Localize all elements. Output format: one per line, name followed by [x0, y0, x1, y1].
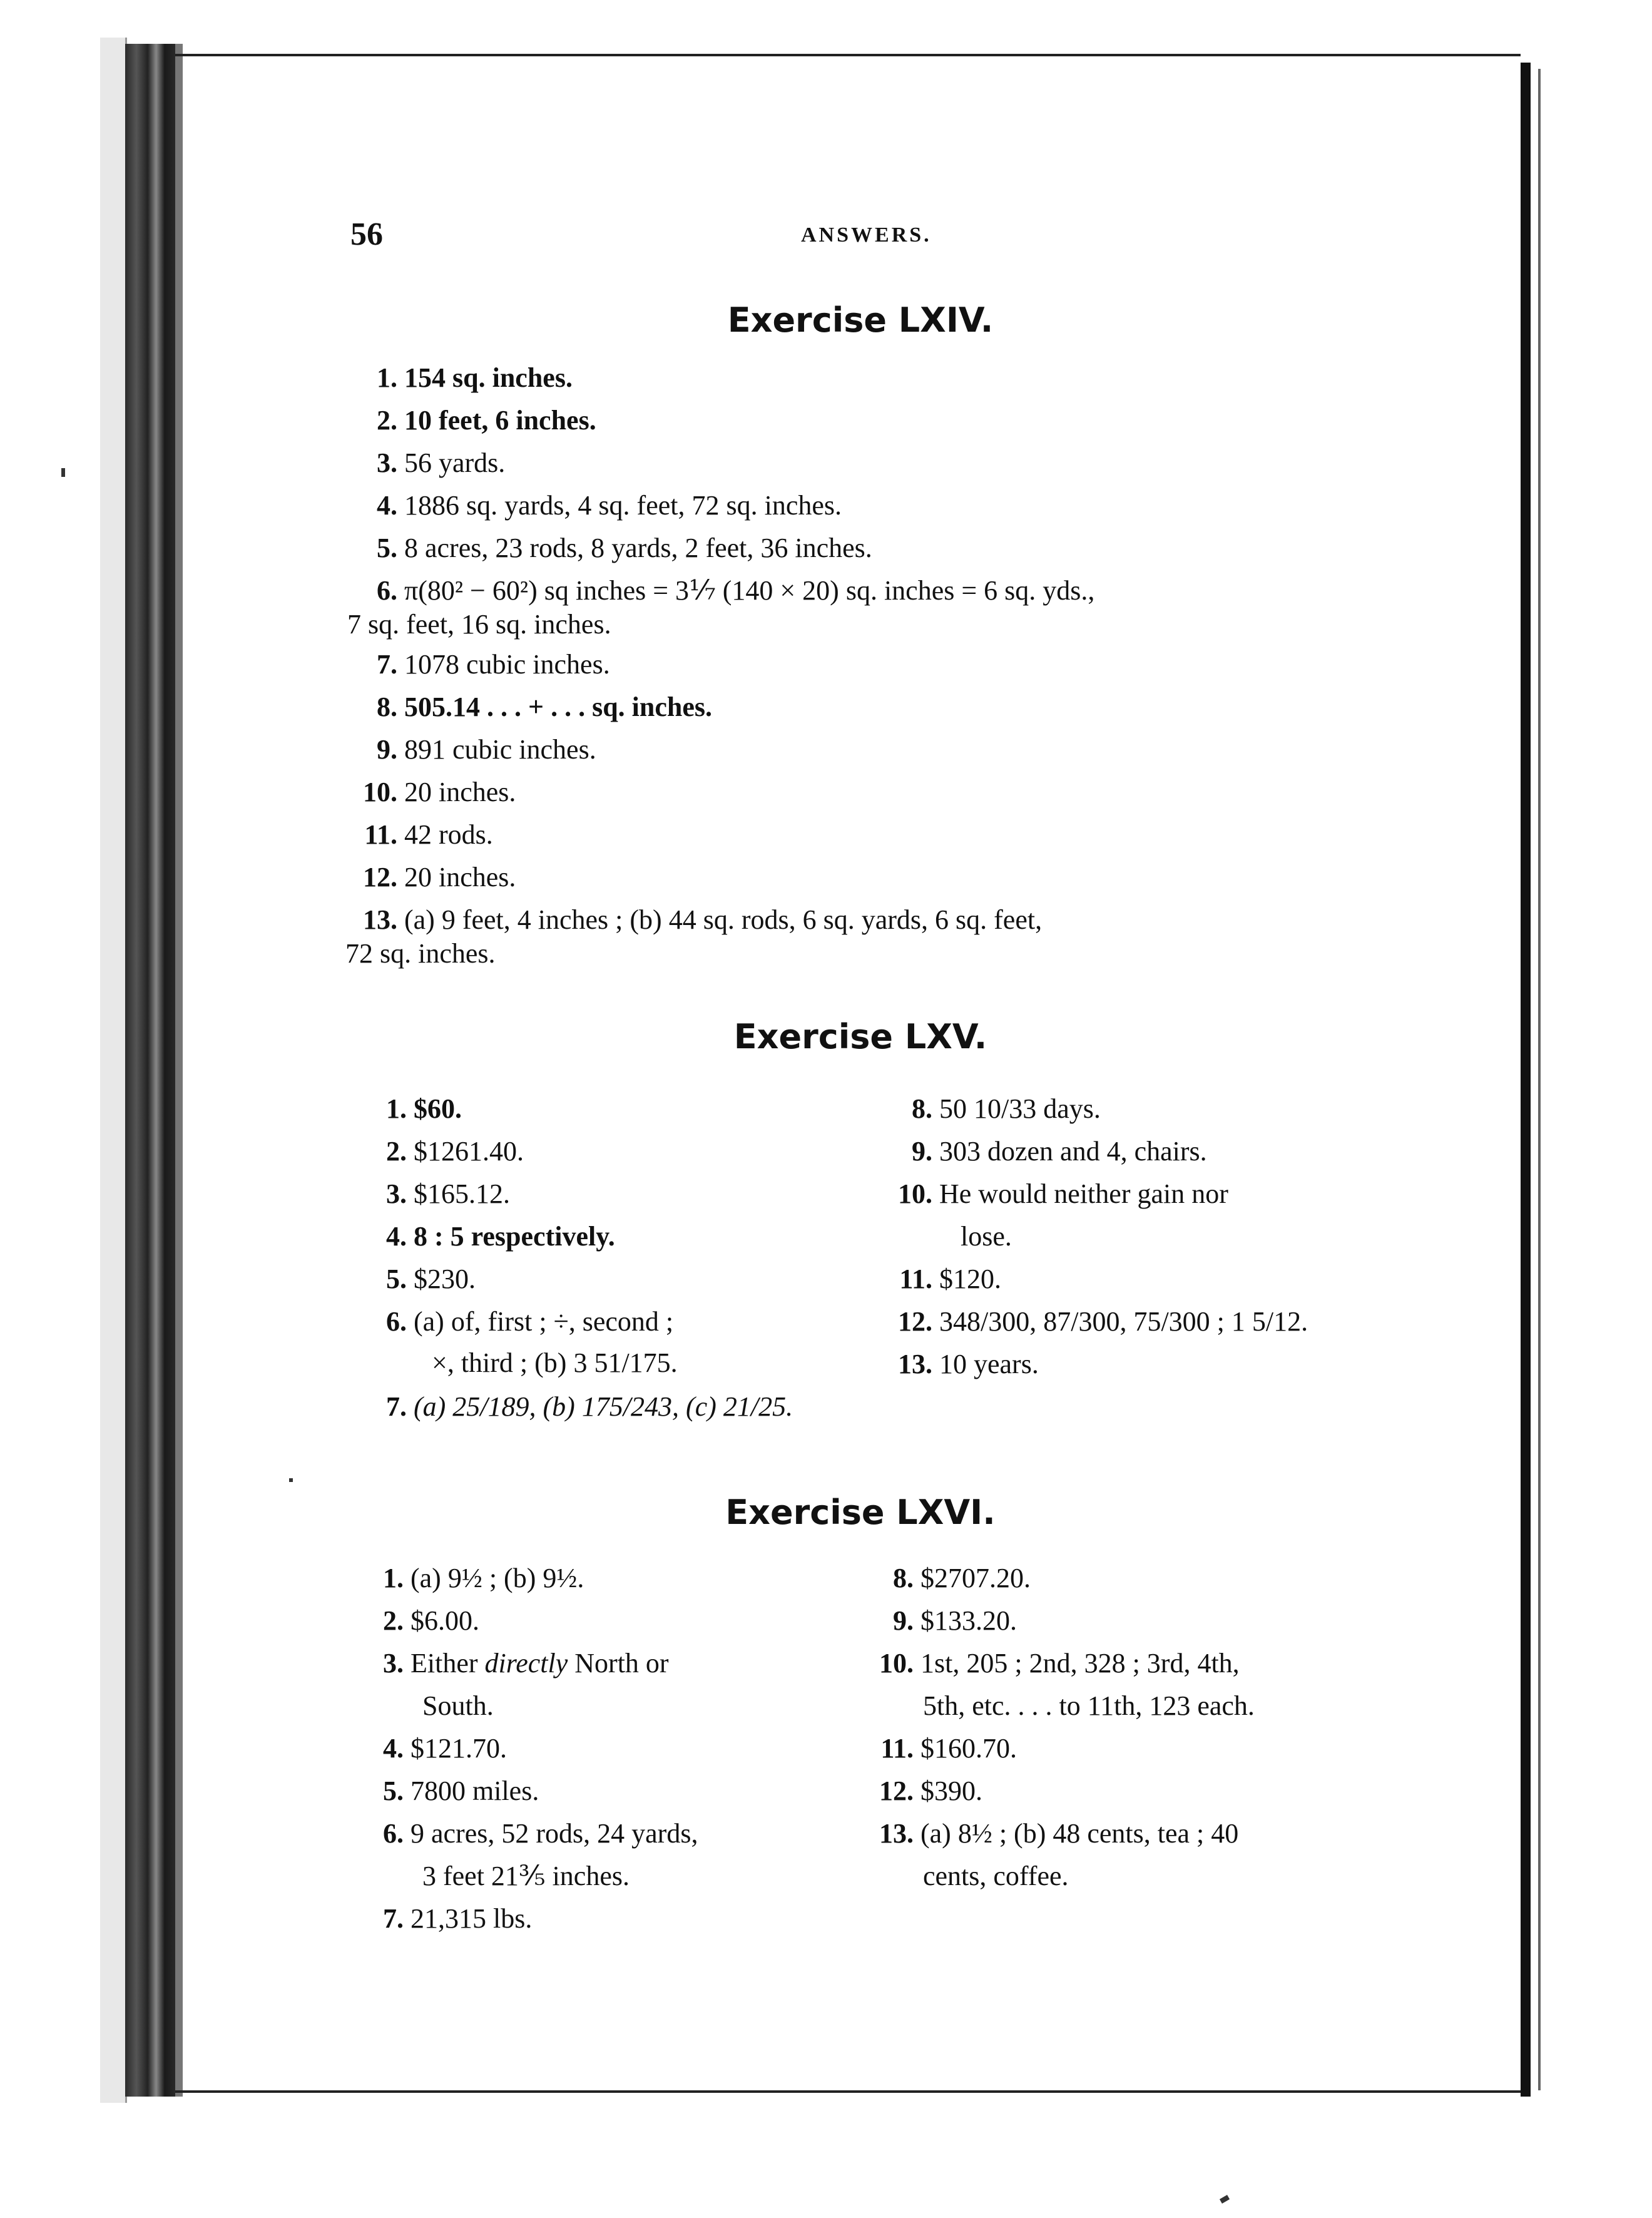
answer-item: 1. 154 sq. inches.: [377, 362, 573, 393]
book-spine-shadow: [125, 44, 181, 2097]
answer-item: 11. $120.: [899, 1264, 1001, 1294]
answer-item: 1. (a) 9½ ; (b) 9½.: [383, 1563, 584, 1593]
answer-item: 2. $1261.40.: [386, 1136, 524, 1167]
answer-item: 7. (a) 25/189, (b) 175/243, (c) 21/25.: [386, 1391, 793, 1422]
answer-item: 8. 505.14 . . . + . . . sq. inches.: [377, 692, 713, 722]
exercise-65-title: Exercise LXV.: [733, 1017, 987, 1056]
answer-item: 4. 8 : 5 respectively.: [386, 1221, 615, 1252]
answer-continuation: South.: [422, 1690, 494, 1721]
answer-item: 3. Either directly North or: [383, 1648, 669, 1679]
answer-continuation: lose.: [961, 1221, 1012, 1252]
answer-item: 10. He would neither gain nor: [898, 1178, 1228, 1209]
answer-item: 13. (a) 8½ ; (b) 48 cents, tea ; 40: [879, 1818, 1239, 1849]
page-header: [350, 216, 1383, 260]
page-bottom-border: [175, 2090, 1521, 2093]
answer-continuation: cents, coffee.: [923, 1861, 1069, 1891]
answer-item: 12. 348/300, 87/300, 75/300 ; 1 5/12.: [898, 1306, 1308, 1337]
answer-item: 9. 303 dozen and 4, chairs.: [912, 1136, 1207, 1167]
answer-continuation: 3 feet 21⅗ inches.: [422, 1861, 630, 1891]
book-page-edges: [100, 38, 127, 2103]
answer-item: 10. 20 inches.: [363, 777, 516, 807]
answer-continuation: 7 sq. feet, 16 sq. inches.: [347, 609, 611, 640]
answer-item: 6. π(80² − 60²) sq inches = 3⅐ (140 × 20) sq. inches = 6 sq. yds.,: [377, 575, 1095, 606]
answer-item: 10. 1st, 205 ; 2nd, 328 ; 3rd, 4th,: [879, 1648, 1240, 1679]
answer-item: 6. (a) of, first ; ÷, second ;: [386, 1306, 674, 1337]
answer-continuation: ×, third ; (b) 3 51/175.: [432, 1347, 678, 1378]
answer-item: 11. $160.70.: [880, 1733, 1017, 1764]
answer-item: 2. 10 feet, 6 inches.: [377, 405, 596, 436]
answer-item: 13. 10 years.: [898, 1349, 1039, 1379]
answer-item: 12. 20 inches.: [363, 862, 516, 892]
running-head: ANSWERS.: [801, 223, 932, 247]
answer-item: 9. 891 cubic inches.: [377, 734, 596, 765]
answer-item: 4. $121.70.: [383, 1733, 507, 1764]
page-left-border: [175, 44, 183, 2097]
answer-item: 12. $390.: [879, 1776, 982, 1806]
scan-speck: [289, 1478, 293, 1482]
answer-item: 3. 56 yards.: [377, 447, 506, 478]
answer-item: 1. $60.: [386, 1093, 462, 1124]
scan-speck: [1220, 2195, 1230, 2204]
answer-item: 9. $133.20.: [893, 1605, 1017, 1636]
answer-continuation: 5th, etc. . . . to 11th, 123 each.: [923, 1690, 1255, 1721]
answer-item: 5. 8 acres, 23 rods, 8 yards, 2 feet, 36 inches.: [377, 533, 872, 563]
answer-item: 6. 9 acres, 52 rods, 24 yards,: [383, 1818, 698, 1849]
answer-item: 2. $6.00.: [383, 1605, 479, 1636]
answer-item: 8. $2707.20.: [893, 1563, 1031, 1593]
facing-page-edge: [1521, 63, 1531, 2097]
answer-item: 4. 1886 sq. yards, 4 sq. feet, 72 sq. inches.: [377, 490, 842, 521]
answer-item: 5. 7800 miles.: [383, 1776, 539, 1806]
page-top-border: [175, 54, 1521, 56]
answer-item: 8. 50 10/33 days.: [912, 1093, 1101, 1124]
scan-speck: [61, 468, 65, 477]
page-number: 56: [350, 217, 383, 252]
answer-item: 13. (a) 9 feet, 4 inches ; (b) 44 sq. rods, 6 sq. yards, 6 sq. feet,: [363, 904, 1043, 935]
answer-item: 7. 21,315 lbs.: [383, 1903, 533, 1934]
answer-item: 7. 1078 cubic inches.: [377, 649, 610, 680]
answer-continuation: 72 sq. inches.: [345, 938, 496, 969]
answer-item: 11. 42 rods.: [364, 819, 493, 850]
answer-item: 5. $230.: [386, 1264, 476, 1294]
facing-page-edge-thin: [1538, 69, 1541, 2090]
exercise-66-title: Exercise LXVI.: [725, 1493, 996, 1532]
exercise-64-title: Exercise LXIV.: [727, 300, 994, 340]
answer-item: 3. $165.12.: [386, 1178, 510, 1209]
